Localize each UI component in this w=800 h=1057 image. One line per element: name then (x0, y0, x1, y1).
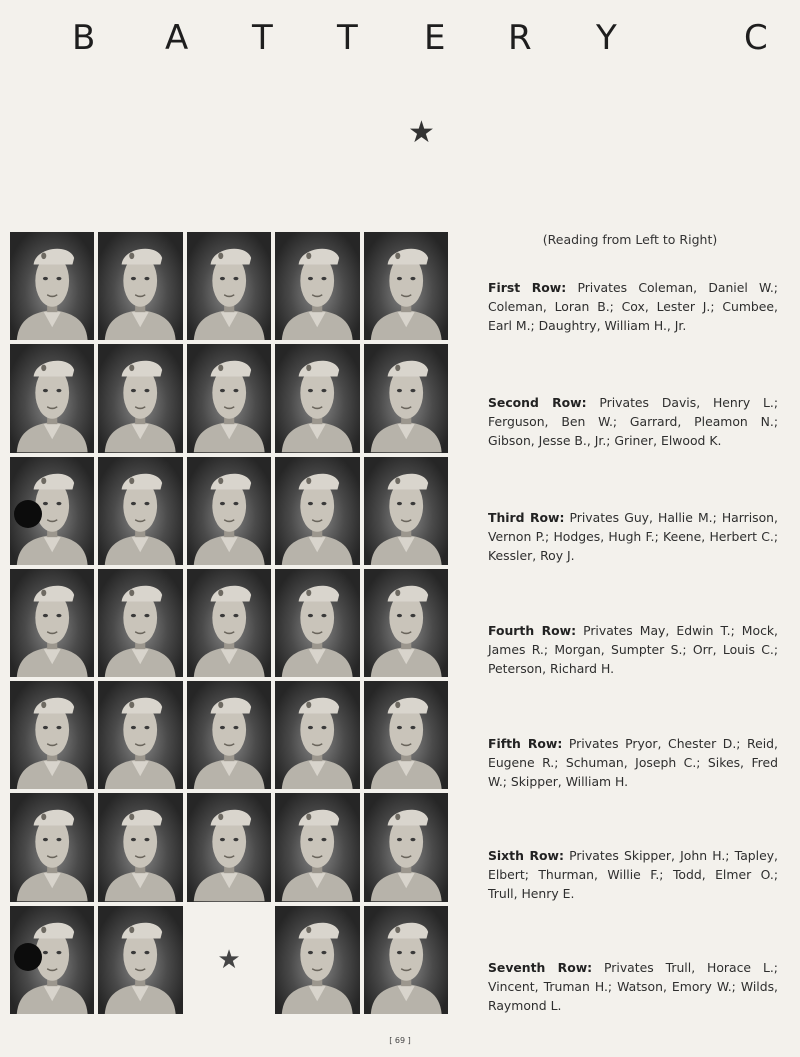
soldier-portrait (364, 457, 448, 565)
title-letter: R (508, 18, 532, 58)
caption-row-5 (488, 734, 778, 791)
caption-row-6 (488, 846, 778, 903)
title-letter: E (424, 18, 446, 58)
soldier-portrait (187, 457, 271, 565)
soldier-portrait (275, 906, 359, 1014)
caption-row-label: Seventh Row: (488, 960, 593, 975)
caption-row-label: First Row: (488, 280, 567, 295)
soldier-portrait (187, 681, 271, 789)
soldier-portrait (10, 232, 94, 340)
soldier-portrait (364, 681, 448, 789)
title-letter: B (72, 18, 96, 58)
caption-row-4 (488, 621, 778, 678)
soldier-portrait (275, 793, 359, 901)
soldier-portrait (364, 793, 448, 901)
soldier-portrait (10, 681, 94, 789)
title-letter: T (337, 18, 358, 58)
caption-row-3 (488, 508, 778, 565)
caption-row-text: Privates Pryor, Chester D.; Reid, Eugene R.; Schuman, Joseph C.; Sikes, Fred W.; Skipper, William H. (488, 736, 778, 789)
caption-row-7 (488, 958, 778, 1015)
binder-hole (14, 943, 42, 971)
title-letter: Y (596, 18, 617, 58)
caption-row-label: Sixth Row: (488, 848, 564, 863)
soldier-portrait (98, 793, 182, 901)
soldier-portrait (10, 793, 94, 901)
soldier-portrait (187, 232, 271, 340)
caption-row-text: Privates May, Edwin T.; Mock, James R.; Morgan, Sumpter S.; Orr, Louis C.; Peterson, Richard H. (488, 623, 778, 676)
soldier-portrait (275, 681, 359, 789)
caption-row-text: Privates Guy, Hallie M.; Harrison, Vernon P.; Hodges, Hugh F.; Keene, Herbert C.; Kessler, Roy J. (488, 510, 778, 563)
page-title (0, 18, 800, 68)
soldier-portrait (275, 569, 359, 677)
soldier-portrait (98, 681, 182, 789)
caption-row-text: Privates Davis, Henry L.; Ferguson, Ben W.; Garrard, Pleamon N.; Gibson, Jesse B., Jr.; Griner, Elwood K. (488, 395, 778, 448)
soldier-portrait (187, 344, 271, 452)
caption-row-1 (488, 278, 778, 335)
soldier-portrait (10, 344, 94, 452)
portrait-grid (10, 232, 448, 1014)
title-letter: C (744, 18, 768, 58)
caption-row-text: Privates Trull, Horace L.; Vincent, Truman H.; Watson, Emory W.; Wilds, Raymond L. (488, 960, 778, 1013)
caption-row-label: Third Row: (488, 510, 565, 525)
star-ornament-icon: ★ (408, 115, 435, 150)
soldier-portrait (364, 232, 448, 340)
binder-hole (14, 500, 42, 528)
star-icon: ★ (217, 944, 241, 975)
title-letter: A (165, 18, 189, 58)
star-placeholder (187, 906, 271, 1014)
caption-row-label: Fourth Row: (488, 623, 577, 638)
soldier-portrait (98, 232, 182, 340)
caption-row-2 (488, 393, 778, 450)
title-letter: T (252, 18, 273, 58)
caption-row-label: Second Row: (488, 395, 587, 410)
soldier-portrait (275, 232, 359, 340)
reading-note: (Reading from Left to Right) (542, 232, 718, 247)
soldier-portrait (10, 569, 94, 677)
soldier-portrait (98, 569, 182, 677)
soldier-portrait (98, 906, 182, 1014)
soldier-portrait (187, 793, 271, 901)
caption-row-text: Privates Coleman, Daniel W.; Coleman, Loran B.; Cox, Lester J.; Cumbee, Earl M.; Daughtry, William H., Jr. (488, 280, 778, 333)
soldier-portrait (187, 569, 271, 677)
soldier-portrait (98, 344, 182, 452)
soldier-portrait (98, 457, 182, 565)
soldier-portrait (364, 569, 448, 677)
soldier-portrait (364, 344, 448, 452)
caption-row-label: Fifth Row: (488, 736, 563, 751)
caption-row-text: Privates Skipper, John H.; Tapley, Elbert; Thurman, Willie F.; Todd, Elmer O.; Trull, Henry E. (488, 848, 778, 901)
soldier-portrait (364, 906, 448, 1014)
soldier-portrait (275, 344, 359, 452)
page-number: [ 69 ] (389, 1036, 411, 1045)
soldier-portrait (275, 457, 359, 565)
